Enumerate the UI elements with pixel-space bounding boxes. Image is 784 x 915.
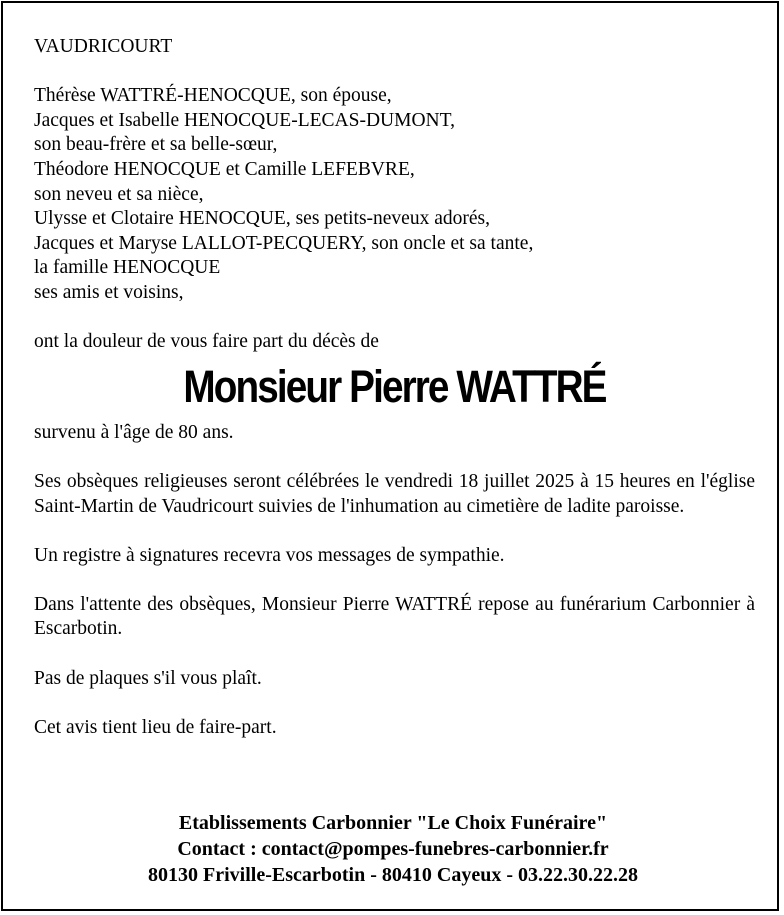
repose-paragraph: Dans l'attente des obsèques, Monsieur Pierre WATTRÉ repose au funérarium Carbonnier à Escarbotin. — [34, 593, 755, 640]
registry-paragraph: Un registre à signatures recevra vos messages de sympathie. — [34, 544, 505, 566]
family-line: Ulysse et Clotaire HENOCQUE, ses petits-neveux adorés, — [34, 208, 490, 230]
obituary-notice — [1, 1, 779, 911]
notice-body — [34, 35, 755, 740]
family-line: Théodore HENOCQUE et Camille LEFEBVRE, — [34, 158, 415, 180]
location-heading: VAUDRICOURT — [34, 36, 173, 57]
family-line: la famille HENOCQUE — [34, 257, 221, 279]
footer-contact: Contact : contact@pompes-funebres-carbonnier.fr — [177, 838, 609, 860]
age-line: survenu à l'âge de 80 ans. — [34, 421, 234, 443]
funeral-details-paragraph: Ses obsèques religieuses seront célébrées le vendredi 18 juillet 2025 à 15 heures en l'église Saint-Martin de Vaudricourt suivies de l'inhumation au cimetière de ladite paroisse. — [34, 470, 755, 517]
footer-address: 80130 Friville-Escarbotin - 80410 Cayeux - 03.22.30.22.28 — [148, 864, 638, 886]
family-line: Jacques et Maryse LALLOT-PECQUERY, son oncle et sa tante, — [34, 232, 534, 254]
family-list — [34, 84, 755, 305]
funeral-home-footer — [3, 810, 783, 888]
no-plaques-paragraph: Pas de plaques s'il vous plaît. — [34, 667, 262, 689]
deceased-name: Monsieur Pierre WATTRÉ — [183, 360, 606, 412]
family-line: son beau-frère et sa belle-sœur, — [34, 134, 278, 156]
faire-part-paragraph: Cet avis tient lieu de faire-part. — [34, 716, 277, 738]
family-line: son neveu et sa nièce, — [34, 183, 204, 205]
family-line: Thérèse WATTRÉ-HENOCQUE, son épouse, — [34, 85, 392, 107]
family-line: Jacques et Isabelle HENOCQUE-LECAS-DUMONT, — [34, 109, 455, 131]
family-line: ses amis et voisins, — [34, 281, 184, 303]
announcement-text: ont la douleur de vous faire part du décès de — [34, 331, 379, 353]
footer-company: Etablissements Carbonnier "Le Choix Funéraire" — [178, 812, 608, 834]
